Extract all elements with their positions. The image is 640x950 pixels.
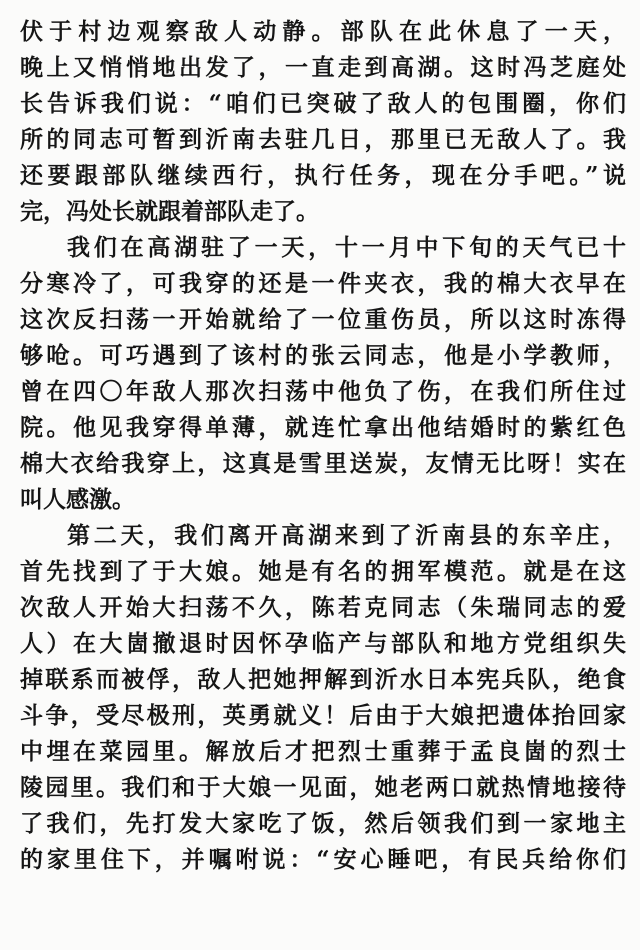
text-line-14: 叫人感激。: [20, 486, 135, 513]
text-line-23: 了我们，先打发大家吃了饭，然后领我们到一家地主: [20, 810, 626, 837]
text-line-24: 的家里住下，并嘱咐说：“安心睡吧，有民兵给你们: [20, 846, 626, 873]
text-line-9: 这次反扫荡一开始就给了一位重伤员，所以这时冻得: [20, 306, 626, 333]
text-line-8: 分寒冷了，可我穿的还是一件夹衣，我的棉大衣早在: [20, 270, 626, 297]
text-line-20: 斗争，受尽极刑，英勇就义！后由于大娘把遗体抬回家: [20, 702, 626, 729]
text-line-3: 长告诉我们说：“咱们已突破了敌人的包围圈，你们: [20, 90, 626, 117]
text-line-1: 伏于村边观察敌人动静。部队在此休息了一天，: [20, 18, 626, 45]
text-line-7: 我们在高湖驻了一天，十一月中下旬的天气已十: [67, 234, 626, 261]
text-line-17: 次敌人开始大扫荡不久，陈若克同志（朱瑞同志的爱: [20, 594, 626, 621]
text-line-15: 第二天，我们离开高湖来到了沂南县的东辛庄，: [67, 522, 626, 549]
text-line-4: 所的同志可暂到沂南去驻几日，那里已无敌人了。我: [20, 126, 626, 153]
text-line-22: 陵园里。我们和于大娘一见面，她老两口就热情地接待: [20, 774, 626, 801]
text-line-13: 棉大衣给我穿上，这真是雪里送炭，友情无比呀！实在: [20, 450, 626, 477]
text-line-12: 院。他见我穿得单薄，就连忙拿出他结婚时的紫红色: [20, 414, 626, 441]
text-line-21: 中埋在菜园里。解放后才把烈士重葬于孟良崮的烈士: [20, 738, 626, 765]
text-line-11: 曾在四〇年敌人那次扫荡中他负了伤，在我们所住过: [20, 378, 626, 405]
text-line-18: 人）在大崮撤退时因怀孕临产与部队和地方党组织失: [20, 630, 626, 657]
text-line-5: 还要跟部队继续西行，执行任务，现在分手吧。”说: [20, 162, 626, 189]
body-text: [20, 14, 626, 878]
text-line-19: 掉联系而被俘，敌人把她押解到沂水日本宪兵队，绝食: [20, 666, 626, 693]
text-line-2: 晚上又悄悄地出发了，一直走到高湖。这时冯芝庭处: [20, 54, 626, 81]
text-line-6: 完，冯处长就跟着部队走了。: [20, 198, 319, 225]
text-line-10: 够呛。可巧遇到了该村的张云同志，他是小学教师，: [20, 342, 626, 369]
text-line-16: 首先找到了于大娘。她是有名的拥军模范。就是在这: [20, 558, 626, 585]
